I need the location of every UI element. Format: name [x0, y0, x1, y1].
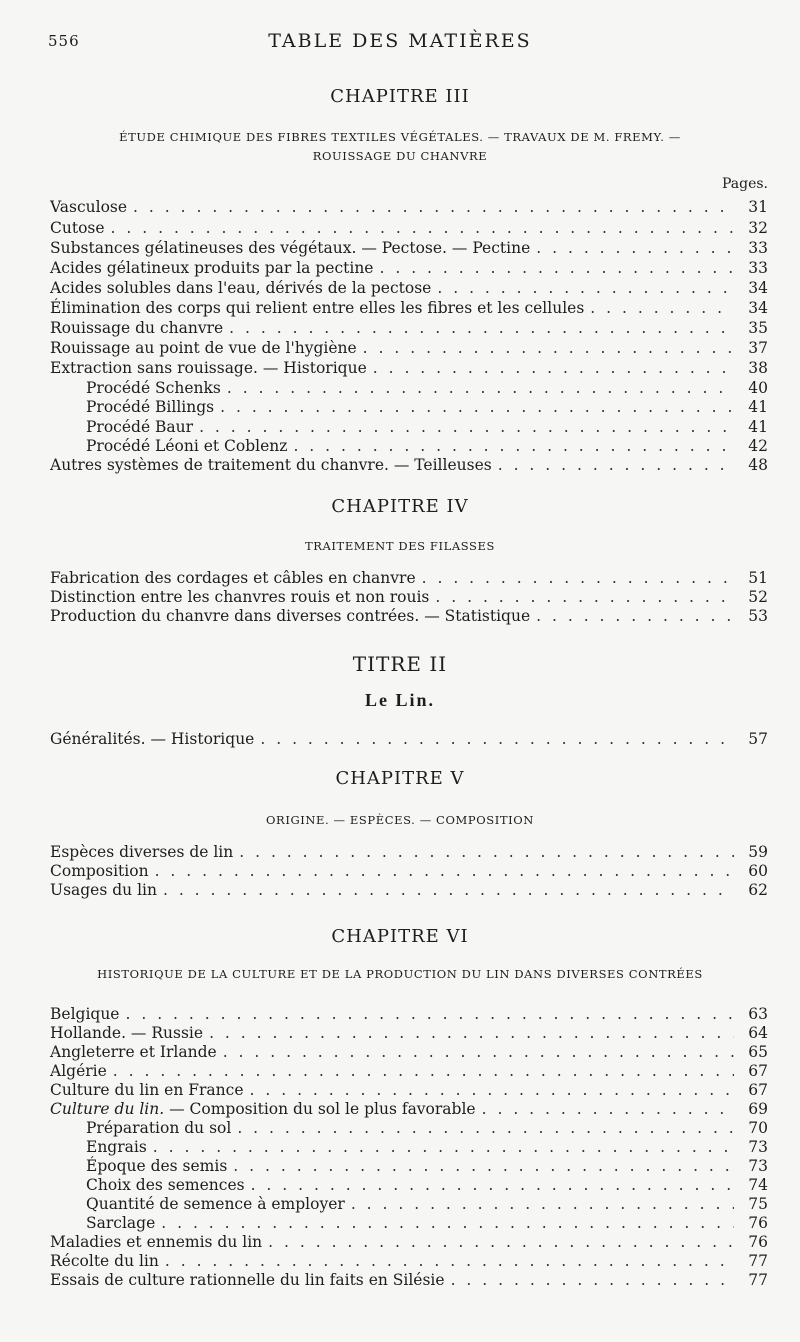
entry-page: 52	[748, 588, 768, 606]
toc-entry	[50, 1176, 768, 1196]
toc-entry	[50, 379, 768, 399]
entry-label: Maladies et ennemis du lin	[50, 1233, 263, 1251]
entry-label: Hollande. — Russie	[50, 1024, 204, 1042]
toc-entry	[50, 1062, 768, 1082]
dot-leader	[239, 843, 734, 861]
chapter-6-subtitle: HISTORIQUE DE LA CULTURE ET DE LA PRODUCTION DU LIN DANS DIVERSES CONTRÉES	[97, 967, 703, 981]
dot-leader	[229, 319, 734, 337]
entry-label: Usages du lin	[50, 881, 157, 899]
running-title: TABLE DES MATIÈRES	[268, 30, 532, 52]
entry-page: 67	[748, 1062, 768, 1080]
entry-page: 76	[748, 1214, 768, 1232]
entry-label: Généralités. — Historique	[50, 730, 255, 748]
dot-leader	[227, 379, 734, 397]
entry-label: Sarclage	[86, 1214, 156, 1232]
dot-leader	[153, 1138, 734, 1156]
entry-page: 33	[748, 239, 768, 257]
toc-entry	[50, 1005, 768, 1025]
entry-page: 77	[748, 1252, 768, 1270]
entry-page: 40	[748, 379, 768, 397]
dot-leader	[251, 1176, 734, 1194]
entry-label: Quantité de semence à employer	[86, 1195, 345, 1213]
chapter-6-title: CHAPITRE VI	[331, 926, 469, 947]
toc-entry	[50, 1233, 768, 1253]
entry-page: 35	[748, 319, 768, 337]
entry-label: Algérie	[50, 1062, 107, 1080]
entry-page: 64	[748, 1024, 768, 1042]
entry-label: Acides gélatineux produits par la pectine	[50, 259, 374, 277]
entry-page: 73	[748, 1138, 768, 1156]
dot-leader	[165, 1252, 734, 1270]
entry-page: 75	[748, 1195, 768, 1213]
chapter-4-subtitle: TRAITEMENT DES FILASSES	[304, 539, 496, 553]
toc-entry	[50, 843, 768, 863]
entry-page: 74	[748, 1176, 768, 1194]
entry-label: Rouissage au point de vue de l'hygiène	[50, 339, 357, 357]
toc-entry	[50, 1024, 768, 1044]
toc-entry	[50, 339, 768, 359]
dot-leader	[113, 1062, 734, 1080]
entry-label: Extraction sans rouissage. — Historique	[50, 359, 367, 377]
entry-label: Fabrication des cordages et câbles en chanvre	[50, 569, 416, 587]
entry-label: Acides solubles dans l'eau, dérivés de la pectose	[50, 279, 432, 297]
dot-leader	[379, 259, 734, 277]
chapter-3-subtitle-line-1: ÉTUDE CHIMIQUE DES FIBRES TEXTILES VÉGÉTALES. — TRAVAUX DE M. FREMY. —	[119, 130, 681, 144]
dot-leader	[373, 359, 734, 377]
dot-leader	[233, 1157, 734, 1175]
dot-leader	[260, 730, 734, 748]
dot-leader	[125, 1005, 734, 1023]
entry-label: Engrais	[86, 1138, 147, 1156]
dot-leader	[482, 1100, 734, 1118]
entry-page: 41	[748, 418, 768, 436]
dot-leader	[209, 1024, 734, 1042]
chapter-3-title: CHAPITRE III	[330, 86, 470, 107]
entry-label: Procédé Billings	[86, 398, 215, 416]
toc-entry	[50, 299, 768, 319]
dot-leader	[250, 1081, 734, 1099]
entry-label: Époque des semis	[86, 1157, 228, 1175]
entry-page: 42	[748, 437, 768, 455]
dot-leader	[435, 588, 734, 606]
entry-page: 67	[748, 1081, 768, 1099]
dot-leader	[536, 239, 734, 257]
toc-entry	[50, 398, 768, 418]
dot-leader	[155, 862, 734, 880]
entry-label-rest: — Composition du sol le plus favorable	[164, 1100, 476, 1118]
toc-entry	[50, 881, 768, 901]
entry-page: 32	[748, 219, 768, 237]
chapter-5-title: CHAPITRE V	[335, 768, 465, 789]
entry-label: Distinction entre les chanvres rouis et non rouis	[50, 588, 430, 606]
entry-page: 38	[748, 359, 768, 377]
toc-entry	[50, 456, 768, 476]
toc-entry	[50, 1271, 768, 1291]
toc-entry	[50, 418, 768, 438]
entry-page: 69	[748, 1100, 768, 1118]
dot-leader	[590, 299, 734, 317]
dot-leader	[422, 569, 734, 587]
chapter-5-subtitle: ORIGINE. — ESPÈCES. — COMPOSITION	[266, 813, 534, 827]
toc-entry	[50, 239, 768, 259]
entry-page: 53	[748, 607, 768, 625]
dot-leader	[161, 1214, 734, 1232]
entry-page: 31	[748, 198, 768, 216]
chapter-3-subtitle-line-2: ROUISSAGE DU CHANVRE	[312, 149, 488, 163]
toc-entry	[50, 862, 768, 882]
entry-label: Composition	[50, 862, 149, 880]
entry-label: Rouissage du chanvre	[50, 319, 224, 337]
toc-entry	[50, 588, 768, 608]
toc-entry	[50, 198, 768, 218]
entry-page: 62	[748, 881, 768, 899]
entry-page: 33	[748, 259, 768, 277]
toc-entry	[50, 607, 768, 627]
dot-leader	[268, 1233, 734, 1251]
dot-leader	[363, 339, 734, 357]
entry-page: 73	[748, 1157, 768, 1175]
entry-label: Espèces diverses de lin	[50, 843, 234, 861]
dot-leader	[199, 418, 734, 436]
toc-entry	[50, 730, 768, 750]
dot-leader	[163, 881, 734, 899]
entry-page: 65	[748, 1043, 768, 1061]
toc-entry	[50, 279, 768, 299]
entry-page: 48	[748, 456, 768, 474]
toc-entry	[50, 1138, 768, 1158]
entry-page: 51	[748, 569, 768, 587]
dot-leader	[237, 1119, 734, 1137]
dot-leader	[133, 198, 734, 216]
dot-leader	[223, 1043, 734, 1061]
dot-leader	[220, 398, 734, 416]
page-number: 556	[48, 32, 80, 50]
toc-entry	[50, 219, 768, 239]
entry-label	[50, 1100, 476, 1118]
toc-entry	[50, 319, 768, 339]
toc-entry	[50, 1100, 768, 1120]
entry-label: Essais de culture rationnelle du lin faits en Silésie	[50, 1271, 445, 1289]
dot-leader	[437, 279, 734, 297]
dot-leader	[451, 1271, 734, 1289]
toc-entry	[50, 359, 768, 379]
toc-entry	[50, 1252, 768, 1272]
entry-label: Vasculose	[50, 198, 128, 216]
toc-entry	[50, 1043, 768, 1063]
entry-page: 70	[748, 1119, 768, 1137]
toc-entry	[50, 1081, 768, 1101]
dot-leader	[111, 219, 734, 237]
toc-entry	[50, 1214, 768, 1234]
entry-page: 34	[748, 299, 768, 317]
entry-page: 41	[748, 398, 768, 416]
toc-entry	[50, 569, 768, 589]
toc-entry	[50, 1157, 768, 1177]
entry-label: Culture du lin en France	[50, 1081, 244, 1099]
entry-label: Procédé Schenks	[86, 379, 221, 397]
toc-entry	[50, 437, 768, 457]
page-header	[0, 30, 800, 54]
toc-entry	[50, 1119, 768, 1139]
entry-label-italic: Culture du lin.	[50, 1100, 165, 1118]
entry-label: Choix des semences	[86, 1176, 245, 1194]
entry-page: 60	[748, 862, 768, 880]
entry-label: Élimination des corps qui relient entre elles les fibres et les cellules	[50, 299, 585, 317]
entry-label: Récolte du lin	[50, 1252, 159, 1270]
entry-label: Belgique	[50, 1005, 120, 1023]
part-2-title: TITRE II	[352, 652, 448, 676]
entry-label: Procédé Baur	[86, 418, 194, 436]
pages-column-label: Pages.	[721, 176, 768, 192]
toc-entry	[50, 259, 768, 279]
entry-label: Substances gélatineuses des végétaux. — Pectose. — Pectine	[50, 239, 531, 257]
entry-page: 76	[748, 1233, 768, 1251]
entry-page: 37	[748, 339, 768, 357]
entry-page: 63	[748, 1005, 768, 1023]
entry-page: 59	[748, 843, 768, 861]
entry-label: Préparation du sol	[86, 1119, 232, 1137]
entry-label: Production du chanvre dans diverses contrées. — Statistique	[50, 607, 531, 625]
dot-leader	[293, 437, 734, 455]
chapter-4-title: CHAPITRE IV	[331, 496, 469, 517]
entry-label: Autres systèmes de traitement du chanvre. — Teilleuses	[50, 456, 492, 474]
entry-label: Procédé Léoni et Coblenz	[86, 437, 288, 455]
dot-leader	[351, 1195, 734, 1213]
part-2-subtitle: Le Lin.	[364, 690, 435, 710]
entry-page: 34	[748, 279, 768, 297]
dot-leader	[498, 456, 734, 474]
entry-page: 77	[748, 1271, 768, 1289]
dot-leader	[536, 607, 734, 625]
toc-entry	[50, 1195, 768, 1215]
entry-label: Cutose	[50, 219, 105, 237]
entry-label: Angleterre et Irlande	[50, 1043, 217, 1061]
entry-page: 57	[748, 730, 768, 748]
